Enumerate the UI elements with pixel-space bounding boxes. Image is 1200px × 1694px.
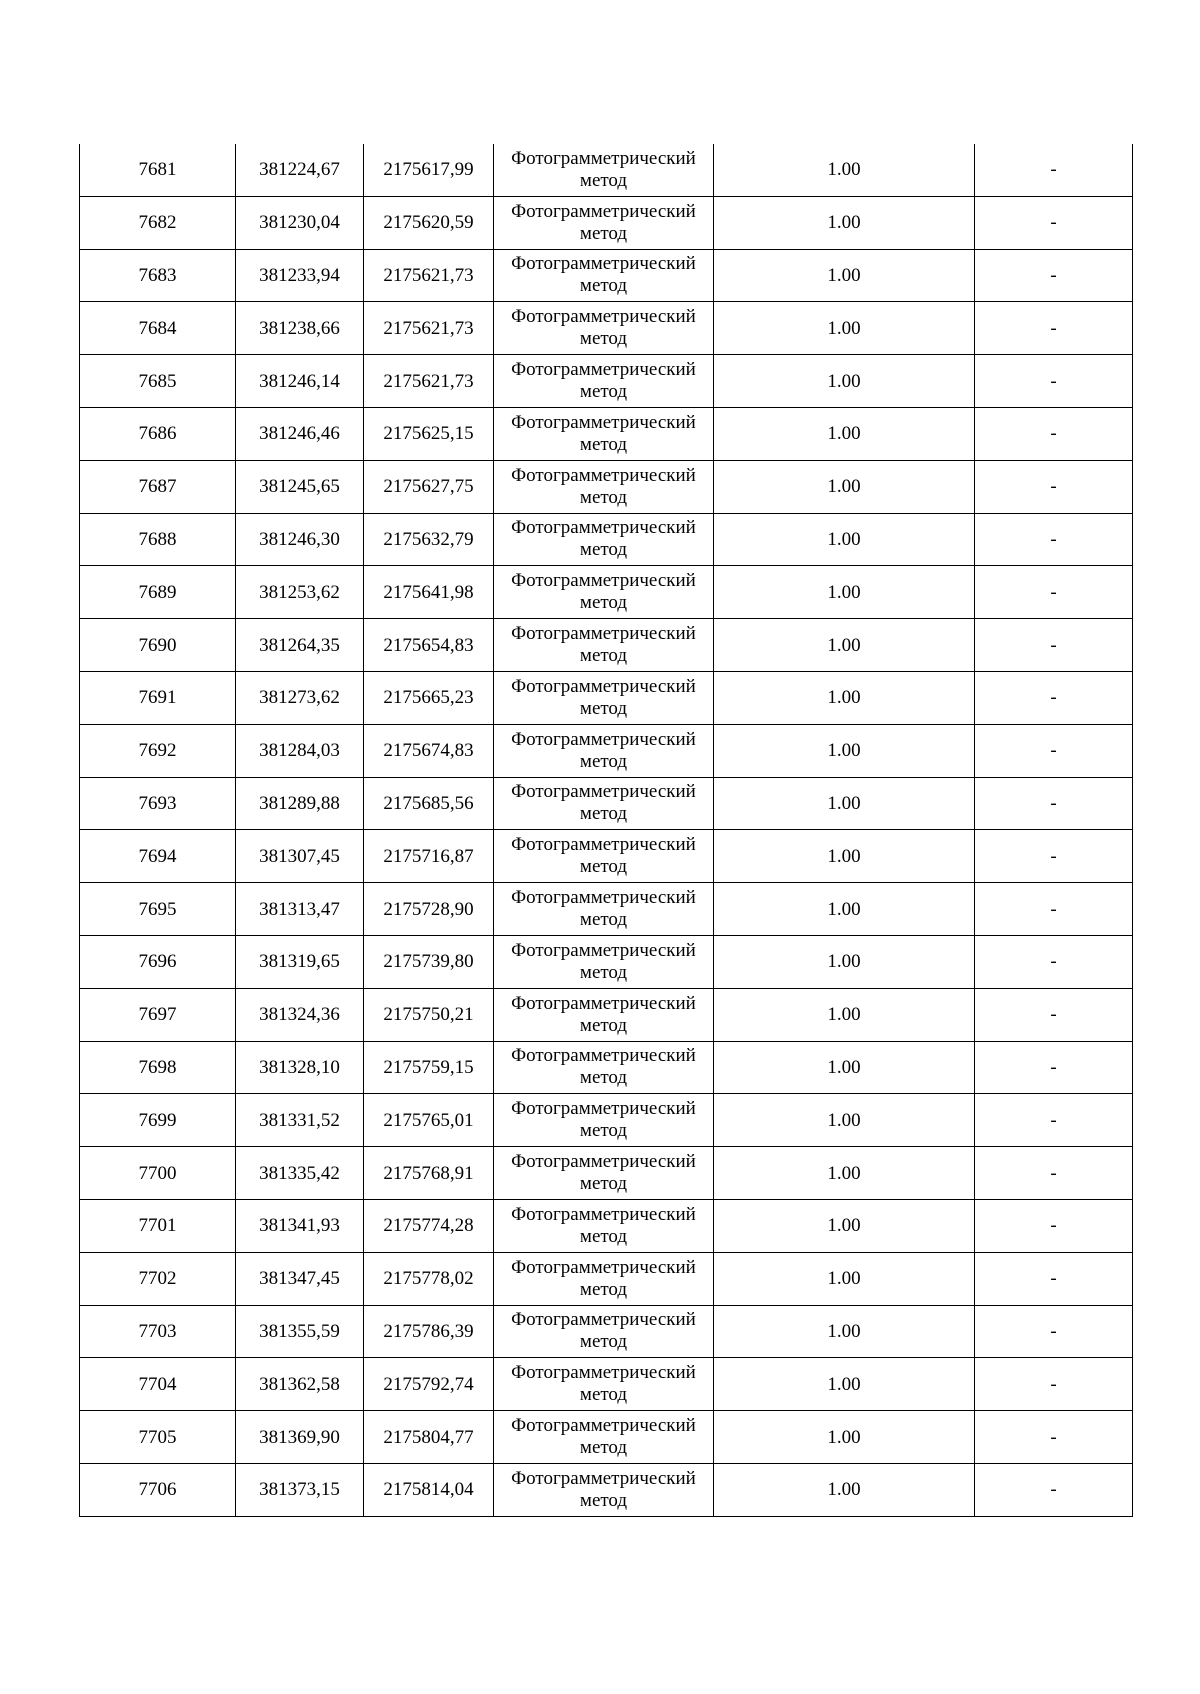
- method-cell: [494, 1041, 714, 1094]
- table-row: [80, 1041, 1133, 1094]
- method-cell: [494, 1305, 714, 1358]
- accuracy-cell: 1.00: [714, 724, 975, 777]
- note-cell: -: [975, 566, 1133, 619]
- method-line-1: Фотограмметрический: [511, 1362, 696, 1384]
- method-line-1: Фотограмметрический: [511, 411, 696, 433]
- method-cell: [494, 249, 714, 302]
- y-coordinate-cell: 2175620,59: [364, 196, 494, 249]
- y-coordinate-cell: 2175627,75: [364, 460, 494, 513]
- note-cell: -: [975, 724, 1133, 777]
- method-line-2: метод: [579, 539, 628, 561]
- method-line-1: Фотограмметрический: [511, 675, 696, 697]
- note-cell: -: [975, 355, 1133, 408]
- point-number-cell: 7706: [80, 1463, 236, 1516]
- point-number-cell: 7696: [80, 935, 236, 988]
- note-cell: -: [975, 460, 1133, 513]
- method-cell: [494, 566, 714, 619]
- accuracy-cell: 1.00: [714, 513, 975, 566]
- note-cell: -: [975, 1147, 1133, 1200]
- note-cell: -: [975, 830, 1133, 883]
- table-row: [80, 460, 1133, 513]
- point-number-cell: 7689: [80, 566, 236, 619]
- y-coordinate-cell: 2175774,28: [364, 1199, 494, 1252]
- note-cell: -: [975, 1463, 1133, 1516]
- x-coordinate-cell: 381355,59: [236, 1305, 364, 1358]
- method-line-2: метод: [579, 750, 628, 772]
- y-coordinate-cell: 2175632,79: [364, 513, 494, 566]
- x-coordinate-cell: 381347,45: [236, 1252, 364, 1305]
- note-cell: -: [975, 1411, 1133, 1464]
- point-number-cell: 7705: [80, 1411, 236, 1464]
- accuracy-cell: 1.00: [714, 460, 975, 513]
- method-line-2: метод: [579, 169, 628, 191]
- note-cell: -: [975, 1199, 1133, 1252]
- method-line-1: Фотограмметрический: [511, 623, 696, 645]
- method-line-1: Фотограмметрический: [511, 253, 696, 275]
- method-line-1: Фотограмметрический: [511, 1151, 696, 1173]
- accuracy-cell: 1.00: [714, 1305, 975, 1358]
- method-line-1: Фотограмметрический: [511, 939, 696, 961]
- y-coordinate-cell: 2175786,39: [364, 1305, 494, 1358]
- method-line-2: метод: [579, 1014, 628, 1036]
- table-row: [80, 988, 1133, 1041]
- point-number-cell: 7697: [80, 988, 236, 1041]
- method-line-2: метод: [579, 1489, 628, 1511]
- note-cell: -: [975, 249, 1133, 302]
- method-line-1: Фотограмметрический: [511, 1256, 696, 1278]
- x-coordinate-cell: 381335,42: [236, 1147, 364, 1200]
- accuracy-cell: 1.00: [714, 883, 975, 936]
- x-coordinate-cell: 381273,62: [236, 671, 364, 724]
- y-coordinate-cell: 2175621,73: [364, 249, 494, 302]
- note-cell: -: [975, 671, 1133, 724]
- point-number-cell: 7690: [80, 619, 236, 672]
- table-row: [80, 1252, 1133, 1305]
- method-line-1: Фотограмметрический: [511, 1309, 696, 1331]
- x-coordinate-cell: 381328,10: [236, 1041, 364, 1094]
- method-cell: [494, 935, 714, 988]
- accuracy-cell: 1.00: [714, 1411, 975, 1464]
- table-row: [80, 407, 1133, 460]
- method-line-1: Фотограмметрический: [511, 359, 696, 381]
- point-number-cell: 7683: [80, 249, 236, 302]
- point-number-cell: 7692: [80, 724, 236, 777]
- y-coordinate-cell: 2175750,21: [364, 988, 494, 1041]
- x-coordinate-cell: 381373,15: [236, 1463, 364, 1516]
- x-coordinate-cell: 381341,93: [236, 1199, 364, 1252]
- method-line-2: метод: [579, 803, 628, 825]
- method-line-2: метод: [579, 1384, 628, 1406]
- method-line-2: метод: [579, 222, 628, 244]
- point-number-cell: 7688: [80, 513, 236, 566]
- table-row: [80, 777, 1133, 830]
- y-coordinate-cell: 2175778,02: [364, 1252, 494, 1305]
- method-line-1: Фотограмметрический: [511, 1203, 696, 1225]
- y-coordinate-cell: 2175641,98: [364, 566, 494, 619]
- method-line-2: метод: [579, 697, 628, 719]
- x-coordinate-cell: 381245,65: [236, 460, 364, 513]
- y-coordinate-cell: 2175768,91: [364, 1147, 494, 1200]
- note-cell: -: [975, 935, 1133, 988]
- x-coordinate-cell: 381246,30: [236, 513, 364, 566]
- point-number-cell: 7687: [80, 460, 236, 513]
- y-coordinate-cell: 2175654,83: [364, 619, 494, 672]
- method-cell: [494, 355, 714, 408]
- method-line-1: Фотограмметрический: [511, 1467, 696, 1489]
- accuracy-cell: 1.00: [714, 1094, 975, 1147]
- point-number-cell: 7699: [80, 1094, 236, 1147]
- note-cell: -: [975, 407, 1133, 460]
- method-line-2: метод: [579, 486, 628, 508]
- method-line-1: Фотограмметрический: [511, 147, 696, 169]
- method-line-1: Фотограмметрический: [511, 1415, 696, 1437]
- note-cell: -: [975, 1305, 1133, 1358]
- table-row: [80, 883, 1133, 936]
- method-cell: [494, 777, 714, 830]
- x-coordinate-cell: 381307,45: [236, 830, 364, 883]
- method-line-2: метод: [579, 645, 628, 667]
- table-row: [80, 830, 1133, 883]
- x-coordinate-cell: 381331,52: [236, 1094, 364, 1147]
- accuracy-cell: 1.00: [714, 1199, 975, 1252]
- accuracy-cell: 1.00: [714, 1252, 975, 1305]
- method-cell: [494, 196, 714, 249]
- method-line-2: метод: [579, 961, 628, 983]
- method-line-1: Фотограмметрический: [511, 517, 696, 539]
- table-row: [80, 619, 1133, 672]
- accuracy-cell: 1.00: [714, 988, 975, 1041]
- method-line-1: Фотограмметрический: [511, 992, 696, 1014]
- x-coordinate-cell: 381284,03: [236, 724, 364, 777]
- table-row: [80, 249, 1133, 302]
- method-line-2: метод: [579, 909, 628, 931]
- accuracy-cell: 1.00: [714, 1358, 975, 1411]
- y-coordinate-cell: 2175804,77: [364, 1411, 494, 1464]
- accuracy-cell: 1.00: [714, 1041, 975, 1094]
- note-cell: -: [975, 144, 1133, 196]
- method-line-1: Фотограмметрический: [511, 200, 696, 222]
- x-coordinate-cell: 381224,67: [236, 144, 364, 196]
- x-coordinate-cell: 381289,88: [236, 777, 364, 830]
- method-line-2: метод: [579, 1173, 628, 1195]
- method-cell: [494, 302, 714, 355]
- method-line-2: метод: [579, 1331, 628, 1353]
- x-coordinate-cell: 381246,46: [236, 407, 364, 460]
- method-cell: [494, 1199, 714, 1252]
- y-coordinate-cell: 2175621,73: [364, 302, 494, 355]
- y-coordinate-cell: 2175814,04: [364, 1463, 494, 1516]
- table-row: [80, 144, 1133, 196]
- accuracy-cell: 1.00: [714, 196, 975, 249]
- y-coordinate-cell: 2175716,87: [364, 830, 494, 883]
- method-cell: [494, 1094, 714, 1147]
- y-coordinate-cell: 2175765,01: [364, 1094, 494, 1147]
- note-cell: -: [975, 1041, 1133, 1094]
- note-cell: -: [975, 988, 1133, 1041]
- method-line-2: метод: [579, 1437, 628, 1459]
- method-line-2: метод: [579, 1278, 628, 1300]
- method-line-1: Фотограмметрический: [511, 1045, 696, 1067]
- coordinates-table-body: [80, 144, 1133, 1516]
- table-row: [80, 671, 1133, 724]
- method-line-1: Фотограмметрический: [511, 728, 696, 750]
- note-cell: -: [975, 513, 1133, 566]
- table-row: [80, 1199, 1133, 1252]
- table-row: [80, 513, 1133, 566]
- table-row: [80, 196, 1133, 249]
- x-coordinate-cell: 381246,14: [236, 355, 364, 408]
- method-line-2: метод: [579, 275, 628, 297]
- method-line-2: метод: [579, 1225, 628, 1247]
- note-cell: -: [975, 777, 1133, 830]
- x-coordinate-cell: 381264,35: [236, 619, 364, 672]
- y-coordinate-cell: 2175621,73: [364, 355, 494, 408]
- y-coordinate-cell: 2175759,15: [364, 1041, 494, 1094]
- y-coordinate-cell: 2175792,74: [364, 1358, 494, 1411]
- accuracy-cell: 1.00: [714, 1463, 975, 1516]
- point-number-cell: 7684: [80, 302, 236, 355]
- point-number-cell: 7686: [80, 407, 236, 460]
- point-number-cell: 7698: [80, 1041, 236, 1094]
- x-coordinate-cell: 381253,62: [236, 566, 364, 619]
- method-cell: [494, 671, 714, 724]
- x-coordinate-cell: 381369,90: [236, 1411, 364, 1464]
- note-cell: -: [975, 619, 1133, 672]
- point-number-cell: 7695: [80, 883, 236, 936]
- point-number-cell: 7704: [80, 1358, 236, 1411]
- method-line-2: метод: [579, 1120, 628, 1142]
- method-line-2: метод: [579, 433, 628, 455]
- accuracy-cell: 1.00: [714, 144, 975, 196]
- accuracy-cell: 1.00: [714, 671, 975, 724]
- coordinates-table: [79, 144, 1133, 1517]
- method-line-1: Фотограмметрический: [511, 781, 696, 803]
- table-row: [80, 935, 1133, 988]
- y-coordinate-cell: 2175617,99: [364, 144, 494, 196]
- table-row: [80, 355, 1133, 408]
- y-coordinate-cell: 2175685,56: [364, 777, 494, 830]
- method-cell: [494, 988, 714, 1041]
- point-number-cell: 7693: [80, 777, 236, 830]
- note-cell: -: [975, 1094, 1133, 1147]
- x-coordinate-cell: 381233,94: [236, 249, 364, 302]
- method-line-2: метод: [579, 592, 628, 614]
- method-cell: [494, 619, 714, 672]
- x-coordinate-cell: 381319,65: [236, 935, 364, 988]
- table-row: [80, 302, 1133, 355]
- table-row: [80, 1305, 1133, 1358]
- y-coordinate-cell: 2175665,23: [364, 671, 494, 724]
- x-coordinate-cell: 381324,36: [236, 988, 364, 1041]
- accuracy-cell: 1.00: [714, 302, 975, 355]
- accuracy-cell: 1.00: [714, 249, 975, 302]
- method-cell: [494, 1463, 714, 1516]
- method-line-1: Фотограмметрический: [511, 1098, 696, 1120]
- accuracy-cell: 1.00: [714, 355, 975, 408]
- x-coordinate-cell: 381238,66: [236, 302, 364, 355]
- method-cell: [494, 1358, 714, 1411]
- method-line-1: Фотограмметрический: [511, 887, 696, 909]
- accuracy-cell: 1.00: [714, 830, 975, 883]
- x-coordinate-cell: 381313,47: [236, 883, 364, 936]
- table-row: [80, 1147, 1133, 1200]
- accuracy-cell: 1.00: [714, 566, 975, 619]
- x-coordinate-cell: 381230,04: [236, 196, 364, 249]
- method-cell: [494, 1252, 714, 1305]
- note-cell: -: [975, 1358, 1133, 1411]
- point-number-cell: 7681: [80, 144, 236, 196]
- accuracy-cell: 1.00: [714, 935, 975, 988]
- method-cell: [494, 724, 714, 777]
- method-cell: [494, 407, 714, 460]
- method-cell: [494, 1411, 714, 1464]
- accuracy-cell: 1.00: [714, 619, 975, 672]
- method-line-2: метод: [579, 381, 628, 403]
- x-coordinate-cell: 381362,58: [236, 1358, 364, 1411]
- note-cell: -: [975, 1252, 1133, 1305]
- method-cell: [494, 830, 714, 883]
- table-row: [80, 724, 1133, 777]
- method-line-2: метод: [579, 856, 628, 878]
- method-cell: [494, 513, 714, 566]
- y-coordinate-cell: 2175739,80: [364, 935, 494, 988]
- table-row: [80, 1463, 1133, 1516]
- method-line-1: Фотограмметрический: [511, 464, 696, 486]
- point-number-cell: 7682: [80, 196, 236, 249]
- note-cell: -: [975, 196, 1133, 249]
- note-cell: -: [975, 883, 1133, 936]
- y-coordinate-cell: 2175625,15: [364, 407, 494, 460]
- y-coordinate-cell: 2175728,90: [364, 883, 494, 936]
- method-line-2: метод: [579, 328, 628, 350]
- point-number-cell: 7701: [80, 1199, 236, 1252]
- table-row: [80, 1411, 1133, 1464]
- point-number-cell: 7691: [80, 671, 236, 724]
- method-line-2: метод: [579, 1067, 628, 1089]
- accuracy-cell: 1.00: [714, 1147, 975, 1200]
- table-row: [80, 1358, 1133, 1411]
- accuracy-cell: 1.00: [714, 407, 975, 460]
- point-number-cell: 7700: [80, 1147, 236, 1200]
- table-row: [80, 1094, 1133, 1147]
- method-cell: [494, 460, 714, 513]
- method-cell: [494, 883, 714, 936]
- table-row: [80, 566, 1133, 619]
- y-coordinate-cell: 2175674,83: [364, 724, 494, 777]
- method-cell: [494, 144, 714, 196]
- accuracy-cell: 1.00: [714, 777, 975, 830]
- method-line-1: Фотограмметрический: [511, 570, 696, 592]
- method-cell: [494, 1147, 714, 1200]
- note-cell: -: [975, 302, 1133, 355]
- method-line-1: Фотограмметрический: [511, 306, 696, 328]
- point-number-cell: 7694: [80, 830, 236, 883]
- point-number-cell: 7685: [80, 355, 236, 408]
- method-line-1: Фотограмметрический: [511, 834, 696, 856]
- point-number-cell: 7703: [80, 1305, 236, 1358]
- point-number-cell: 7702: [80, 1252, 236, 1305]
